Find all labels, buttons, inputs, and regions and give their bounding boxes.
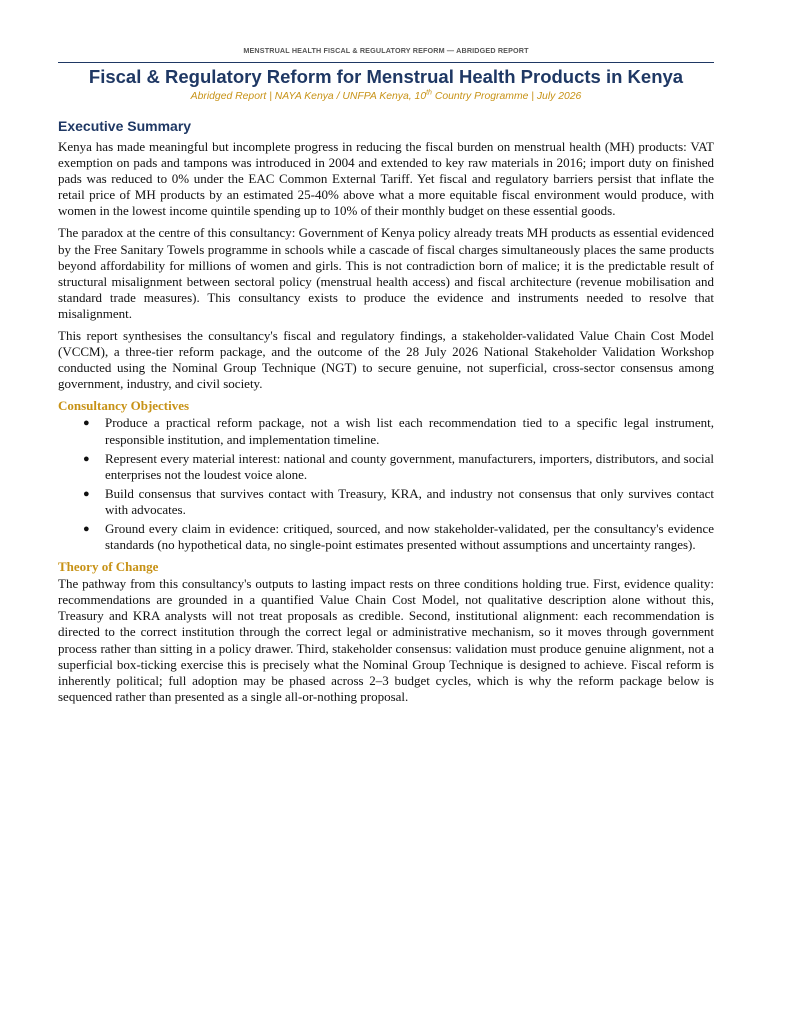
bullet-icon: ● [83, 487, 90, 500]
objective-text: Represent every material interest: national and county government, manufacturers, importers, distributors, and social enterprises not the loudest voice alone. [105, 450, 714, 482]
objectives-list [58, 415, 714, 553]
executive-summary-paragraph: This report synthesises the consultancy's fiscal and regulatory findings, a stakeholder-validated Value Chain Cost Model (VCCM), a three-tier reform package, and the outcome of the 28 July 2026 National Stakeholder Validation Workshop conducted using the Nominal Group Technique (NGT) to secure genuine, not superficial, cross-sector consensus among government, industry, and civil society. [58, 328, 714, 392]
list-item [58, 451, 714, 483]
executive-summary-heading: Executive Summary [58, 118, 192, 134]
bullet-icon: ● [83, 452, 90, 465]
document-body [58, 117, 714, 711]
theory-of-change-paragraph: The pathway from this consultancy's outputs to lasting impact rests on three conditions holding true. First, evidence quality: recommendations are grounded in a quantified Value Chain Cost Model, not qualitative description alone without this, Treasury and KRA analysts will not treat proposals as credible. Second, institutional alignment: each recommendation is directed to the correct institution through the correct legal or administrative mechanism, so it moves through government process rather than sitting in a policy drawer. Third, stakeholder consensus: validation must produce genuine alignment, not a superficial box-ticking exercise this is precisely what the Nominal Group Technique is designed to achieve. Fiscal reform is inherently political; full adoption may be phased across 2–3 budget cycles, which is why the reform package below is sequenced rather than presented as a single all-or-nothing proposal. [58, 576, 714, 704]
running-header: MENSTRUAL HEALTH FISCAL & REGULATORY REFORM — ABRIDGED REPORT [243, 46, 529, 55]
document-title: Fiscal & Regulatory Reform for Menstrual Health Products in Kenya [88, 66, 684, 87]
list-item [58, 415, 714, 447]
list-item [58, 521, 714, 553]
subtitle-superscript: th [426, 89, 432, 97]
document-subtitle [58, 91, 714, 102]
header-rule [58, 62, 714, 63]
objective-text: Build consensus that survives contact with Treasury, KRA, and industry not consensus that only survives contact with advocates. [105, 485, 714, 517]
bullet-icon: ● [83, 522, 90, 535]
objective-text: Produce a practical reform package, not a wish list each recommendation tied to a specific legal instrument, responsible institution, and implementation timeline. [105, 415, 714, 447]
list-item [58, 486, 714, 518]
subtitle-text-end: Country Programme | July 2026 [431, 91, 582, 102]
theory-of-change-heading: Theory of Change [58, 559, 159, 575]
executive-summary-paragraph: Kenya has made meaningful but incomplete progress in reducing the fiscal burden on menstrual health (MH) products: VAT exemption on pads and tampons was introduced in 2004 and extended to key raw materials in 2016; import duty on finished pads was reduced to 0% under the EAC Common External Tariff. Yet fiscal and regulatory barriers persist that inflate the retail price of MH products by an estimated 25-40% above what a more equitable fiscal environment would produce, with women in the lowest income quintile spending up to 10% of their monthly budget on these essential goods. [58, 139, 714, 219]
bullet-icon: ● [83, 417, 90, 430]
executive-summary-paragraph: The paradox at the centre of this consultancy: Government of Kenya policy already treats MH products as essential evidenced by the Free Sanitary Towels programme in schools while a cascade of fiscal charges simultaneously places the same products beyond affordability for millions of women and girls. This is not contradiction born of malice; it is the predictable result of structural misalignment between sectoral policy (menstrual health access) and fiscal architecture (revenue mobilisation and standard trade measures). This consultancy exists to produce the evidence and instruments needed to resolve that misalignment. [58, 225, 714, 321]
objectives-heading: Consultancy Objectives [58, 398, 190, 414]
subtitle-text-start: Abridged Report | NAYA Kenya / UNFPA Kenya, 10 [190, 91, 427, 102]
objective-text: Ground every claim in evidence: critiqued, sourced, and now stakeholder-validated, per the consultancy's evidence standards (no hypothetical data, no single-point estimates presented without assumptions and uncertainty ranges). [105, 520, 714, 553]
